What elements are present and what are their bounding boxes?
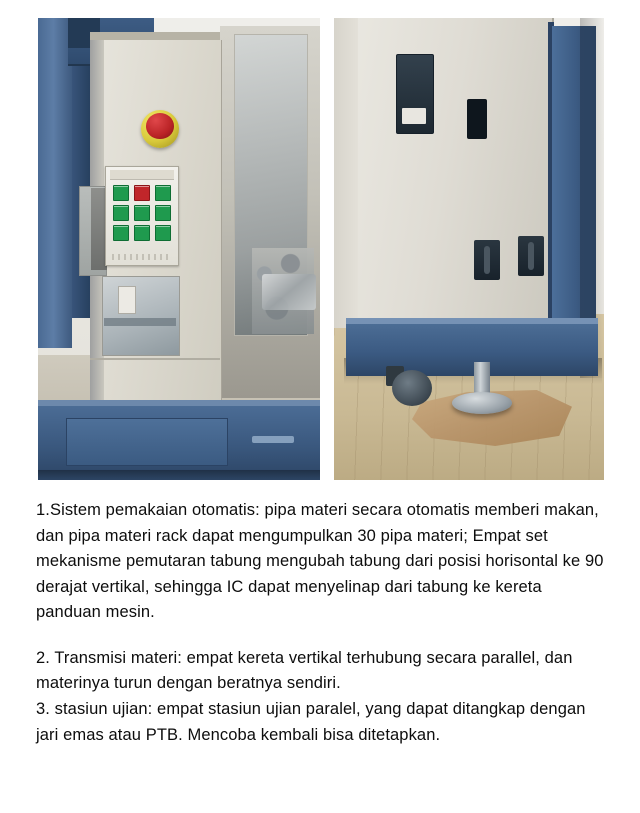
machine-control-panel-photo: [38, 18, 320, 480]
cabinet-seam: [90, 358, 220, 360]
interior-metal-part: [262, 274, 316, 310]
push-button[interactable]: [155, 205, 171, 221]
base-handle[interactable]: [252, 436, 294, 443]
base-rail-highlight: [346, 318, 598, 324]
lock-label: [402, 108, 426, 124]
paragraph-3: 3. stasiun ujian: empat stasiun ujian paralel, yang dapat ditangkap dengan jari emas atau PTB. Mencoba kembali bisa ditetapkan.: [36, 699, 586, 744]
cabinet-door: [356, 18, 554, 348]
panel-legend-text: [112, 254, 172, 260]
lower-inspection-window: [102, 276, 180, 356]
push-button[interactable]: [155, 225, 171, 241]
hinge-pin: [528, 242, 534, 270]
push-button-red[interactable]: [134, 185, 150, 201]
door-hinge: [518, 236, 544, 276]
blue-frame-column: [38, 18, 72, 348]
door-hinge: [474, 240, 500, 280]
emergency-stop-button[interactable]: [146, 113, 174, 139]
push-button[interactable]: [134, 205, 150, 221]
inner-rail: [104, 318, 176, 326]
push-button[interactable]: [155, 185, 171, 201]
blue-base-rail: [346, 318, 598, 376]
push-button[interactable]: [113, 205, 129, 221]
leveling-foot-pad: [452, 392, 512, 414]
push-button-grid: [113, 185, 171, 241]
machine-base-leveling-foot-photo: [334, 18, 604, 480]
lock-keyhole: [467, 99, 487, 139]
cabinet-left-frame: [334, 18, 358, 328]
base-access-panel: [66, 418, 228, 466]
paragraph-1: 1.Sistem pemakaian otomatis: pipa materi secara otomatis memberi makan, dan pipa materi rack dapat mengumpulkan 30 pipa materi; Empat set mekanisme pemutaran tabung mengubah tabung dari posisi horisontal ke 90 derajat vertikal, sehingga IC dapat menyelinap dari tabung ke kereta panduan mesin.: [36, 501, 604, 622]
panel-label-strip: [110, 170, 174, 180]
operator-button-panel: [105, 166, 179, 266]
paragraph-2: 2. Transmisi materi: empat kereta vertikal terhubung secara parallel, dan materinya turun dengan beratnya sendiri.: [36, 648, 573, 693]
inner-white-block: [118, 286, 136, 314]
description-text-block: [36, 498, 608, 748]
push-button[interactable]: [113, 185, 129, 201]
caster-wheel: [392, 370, 432, 406]
push-button[interactable]: [113, 225, 129, 241]
push-button[interactable]: [134, 225, 150, 241]
floor-shadow: [38, 470, 320, 480]
hinge-pin: [484, 246, 490, 274]
